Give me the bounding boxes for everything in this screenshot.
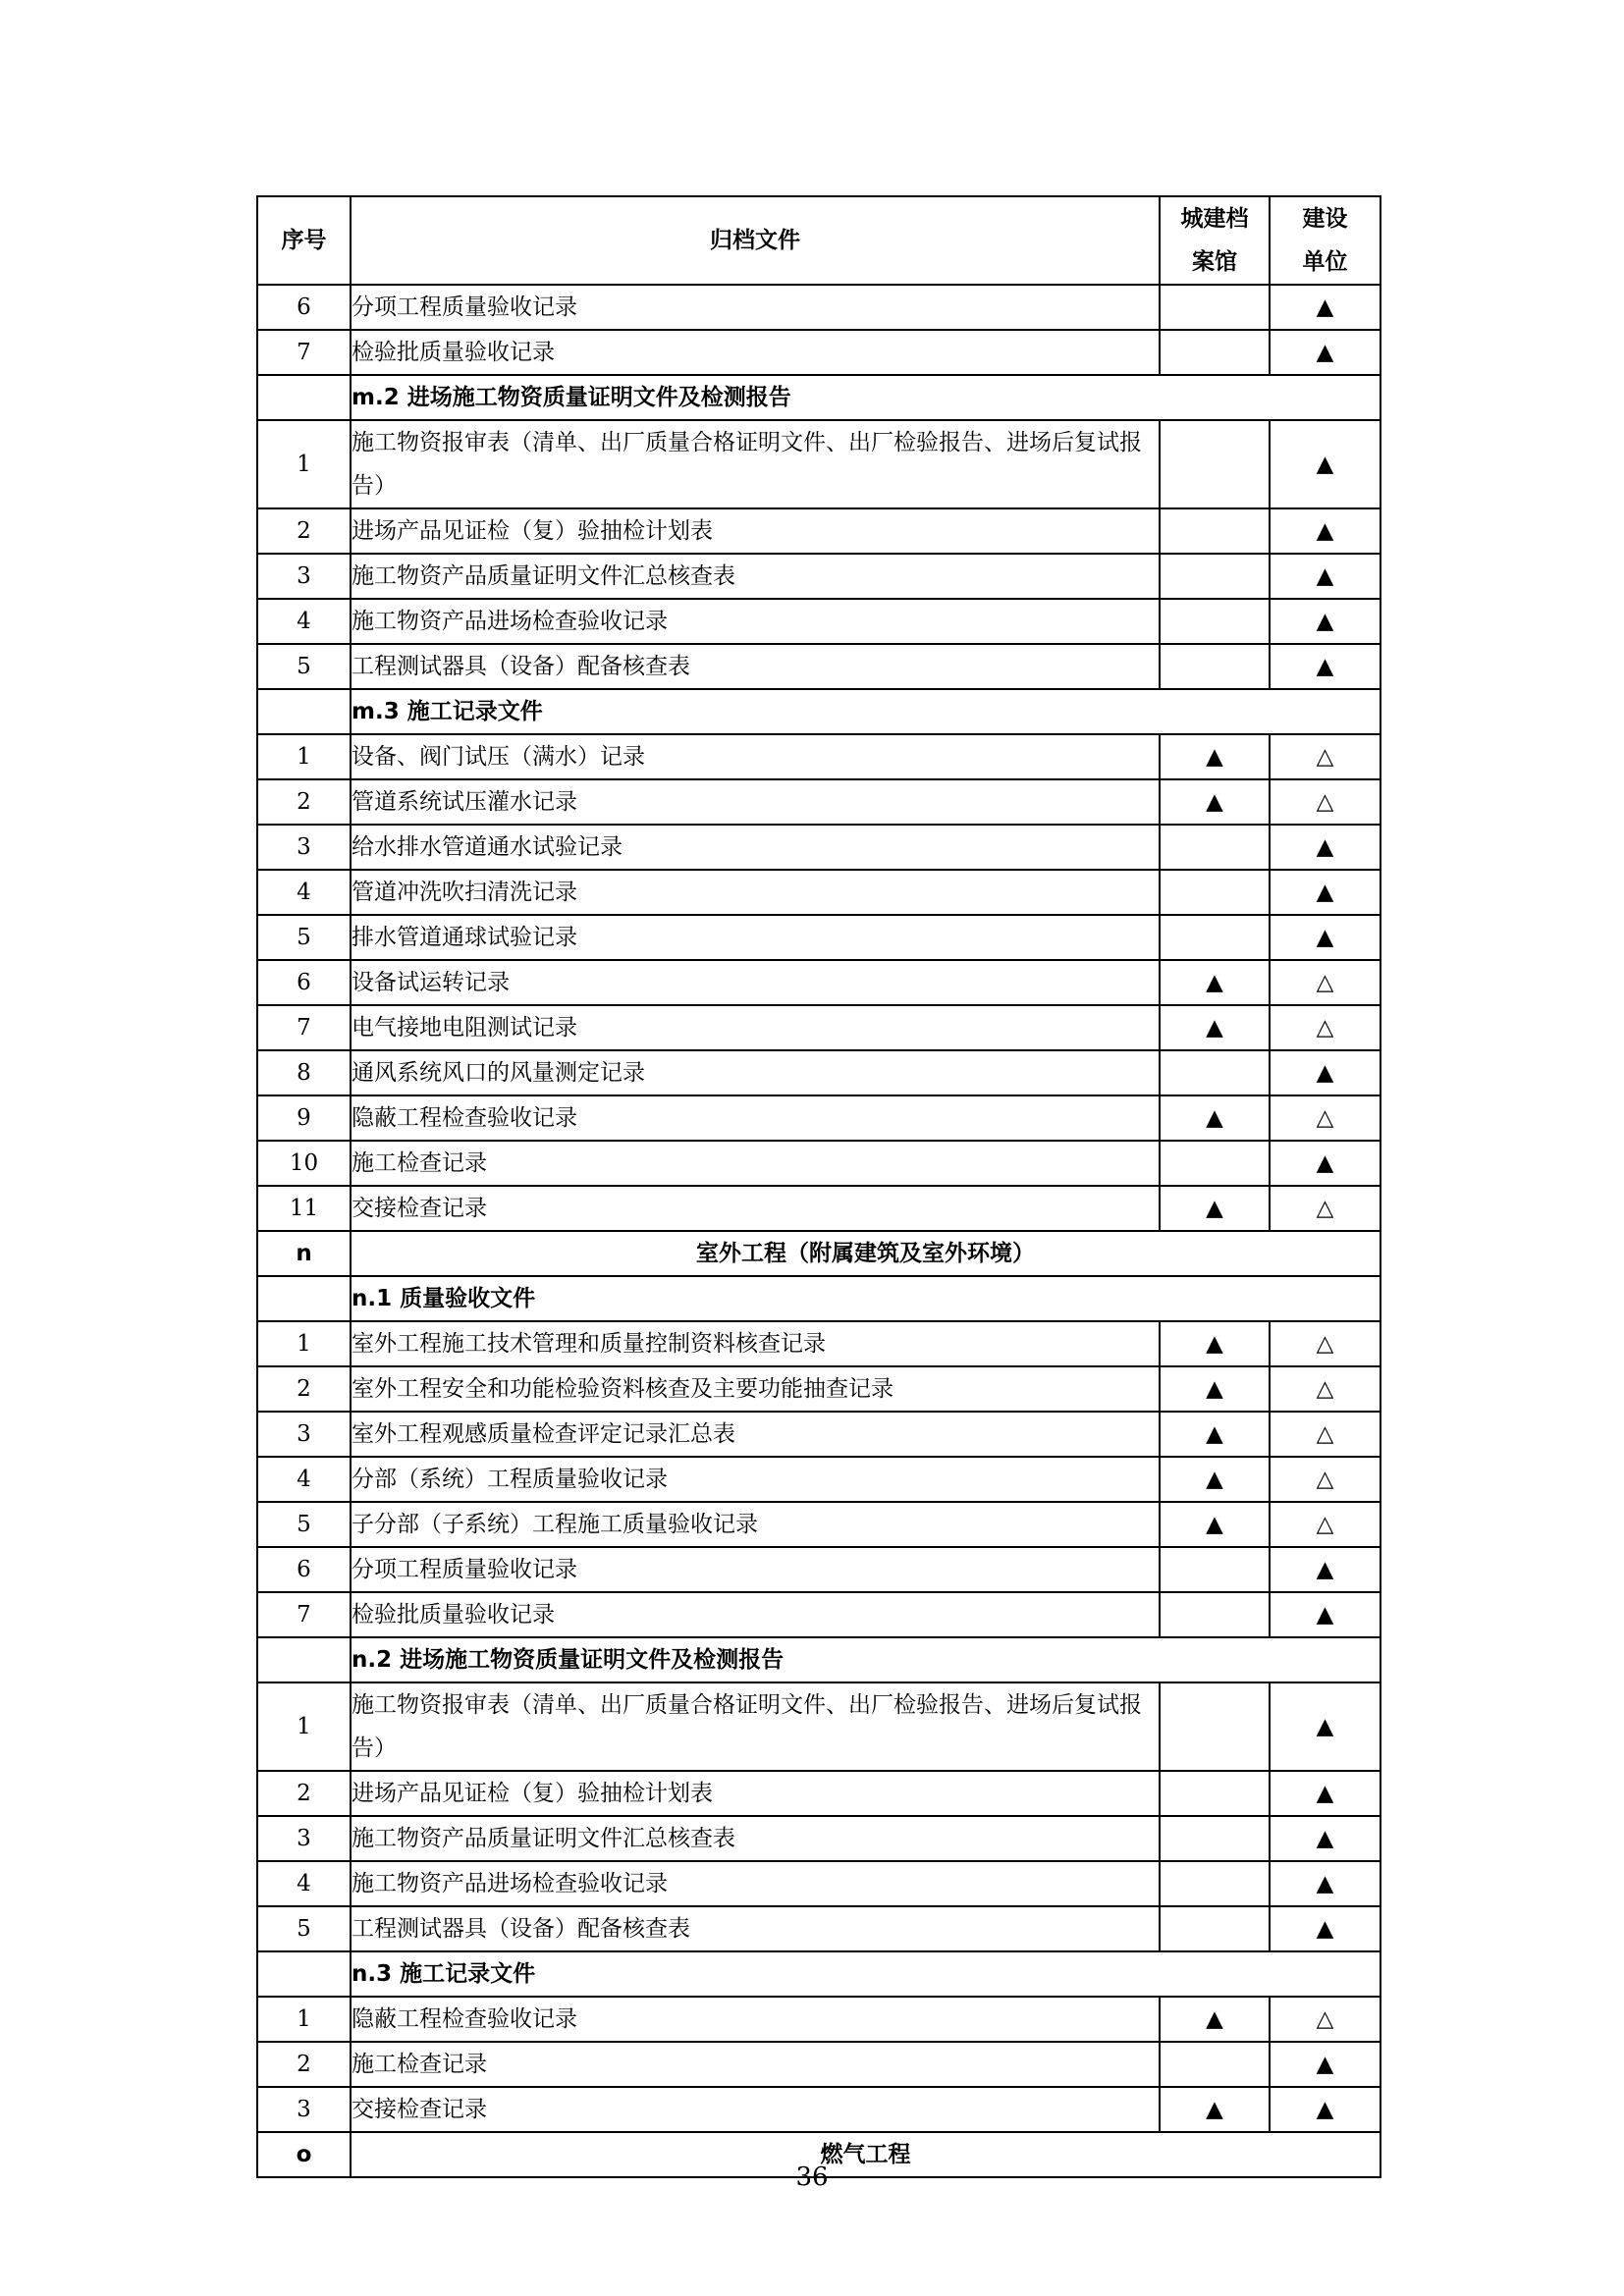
row-file: 施工检查记录 bbox=[351, 2042, 1160, 2087]
table-row bbox=[257, 825, 1380, 870]
subsection-title: m.2 进场施工物资质量证明文件及检测报告 bbox=[351, 375, 1380, 420]
table-row bbox=[257, 2042, 1380, 2087]
table-row bbox=[257, 330, 1380, 375]
row-file: 施工物资报审表（清单、出厂质量合格证明文件、出厂检验报告、进场后复试报告） bbox=[351, 420, 1160, 508]
row-archive-mark bbox=[1160, 1592, 1270, 1637]
row-seq: 2 bbox=[257, 508, 351, 554]
row-unit-mark: △ bbox=[1270, 1005, 1380, 1050]
row-unit-mark: △ bbox=[1270, 1997, 1380, 2042]
row-archive-mark: ▲ bbox=[1160, 1366, 1270, 1412]
row-seq bbox=[257, 1637, 351, 1682]
row-file: 工程测试器具（设备）配备核查表 bbox=[351, 644, 1160, 689]
row-file: 给水排水管道通水试验记录 bbox=[351, 825, 1160, 870]
table-row bbox=[257, 779, 1380, 825]
row-unit-mark: ▲ bbox=[1270, 1816, 1380, 1861]
table-row bbox=[257, 285, 1380, 330]
row-file: 子分部（子系统）工程施工质量验收记录 bbox=[351, 1502, 1160, 1547]
table-row bbox=[257, 915, 1380, 960]
table-row bbox=[257, 1637, 1380, 1682]
section-code: o bbox=[257, 2132, 351, 2177]
row-archive-mark bbox=[1160, 825, 1270, 870]
row-file: 分部（系统）工程质量验收记录 bbox=[351, 1457, 1160, 1502]
row-seq: 3 bbox=[257, 2087, 351, 2132]
table-row bbox=[257, 870, 1380, 915]
row-seq: 4 bbox=[257, 1861, 351, 1906]
row-unit-mark: △ bbox=[1270, 1502, 1380, 1547]
header-archive bbox=[1160, 196, 1270, 285]
table-row bbox=[257, 1186, 1380, 1231]
row-file: 工程测试器具（设备）配备核查表 bbox=[351, 1906, 1160, 1951]
row-unit-mark: ▲ bbox=[1270, 330, 1380, 375]
row-seq: 5 bbox=[257, 915, 351, 960]
row-seq: 2 bbox=[257, 2042, 351, 2087]
row-file: 分项工程质量验收记录 bbox=[351, 1547, 1160, 1592]
row-unit-mark: ▲ bbox=[1270, 1592, 1380, 1637]
subsection-title: n.3 施工记录文件 bbox=[351, 1951, 1380, 1997]
table-row bbox=[257, 1412, 1380, 1457]
table-row bbox=[257, 734, 1380, 779]
row-unit-mark: ▲ bbox=[1270, 2087, 1380, 2132]
row-unit-mark: △ bbox=[1270, 734, 1380, 779]
row-archive-mark: ▲ bbox=[1160, 779, 1270, 825]
table-row bbox=[257, 689, 1380, 734]
row-archive-mark: ▲ bbox=[1160, 2087, 1270, 2132]
row-archive-mark bbox=[1160, 1861, 1270, 1906]
row-seq: 3 bbox=[257, 1816, 351, 1861]
row-unit-mark: △ bbox=[1270, 1457, 1380, 1502]
table-row bbox=[257, 1861, 1380, 1906]
row-unit-mark: △ bbox=[1270, 1321, 1380, 1366]
row-seq: 11 bbox=[257, 1186, 351, 1231]
row-archive-mark bbox=[1160, 644, 1270, 689]
row-unit-mark: ▲ bbox=[1270, 1861, 1380, 1906]
header-archive-line1: 城建档 bbox=[1180, 206, 1249, 232]
row-archive-mark: ▲ bbox=[1160, 1005, 1270, 1050]
row-archive-mark: ▲ bbox=[1160, 1457, 1270, 1502]
row-unit-mark: ▲ bbox=[1270, 285, 1380, 330]
row-file: 排水管道通球试验记录 bbox=[351, 915, 1160, 960]
row-seq: 5 bbox=[257, 644, 351, 689]
row-archive-mark bbox=[1160, 554, 1270, 599]
table-row bbox=[257, 1050, 1380, 1095]
row-archive-mark bbox=[1160, 1906, 1270, 1951]
subsection-title: n.1 质量验收文件 bbox=[351, 1276, 1380, 1321]
table-row bbox=[257, 1997, 1380, 2042]
table-row bbox=[257, 1141, 1380, 1186]
table-row bbox=[257, 1276, 1380, 1321]
row-file: 管道系统试压灌水记录 bbox=[351, 779, 1160, 825]
table-row bbox=[257, 1682, 1380, 1771]
row-unit-mark: ▲ bbox=[1270, 1050, 1380, 1095]
table-row bbox=[257, 960, 1380, 1005]
section-title: 室外工程（附属建筑及室外环境） bbox=[351, 1231, 1380, 1276]
row-unit-mark: ▲ bbox=[1270, 2042, 1380, 2087]
row-file: 交接检查记录 bbox=[351, 1186, 1160, 1231]
table-row bbox=[257, 1231, 1380, 1276]
row-archive-mark bbox=[1160, 420, 1270, 508]
table-row bbox=[257, 1547, 1380, 1592]
row-seq: 1 bbox=[257, 1997, 351, 2042]
table-row bbox=[257, 1457, 1380, 1502]
row-seq: 5 bbox=[257, 1906, 351, 1951]
table-row bbox=[257, 644, 1380, 689]
row-file: 分项工程质量验收记录 bbox=[351, 285, 1160, 330]
row-archive-mark bbox=[1160, 1050, 1270, 1095]
row-archive-mark bbox=[1160, 1141, 1270, 1186]
row-unit-mark: ▲ bbox=[1270, 825, 1380, 870]
row-seq: 1 bbox=[257, 1321, 351, 1366]
page-number: 36 bbox=[795, 2163, 829, 2192]
row-file: 施工检查记录 bbox=[351, 1141, 1160, 1186]
row-seq: 3 bbox=[257, 825, 351, 870]
row-file: 设备试运转记录 bbox=[351, 960, 1160, 1005]
row-unit-mark: ▲ bbox=[1270, 554, 1380, 599]
row-archive-mark bbox=[1160, 915, 1270, 960]
row-seq bbox=[257, 375, 351, 420]
row-file: 室外工程施工技术管理和质量控制资料核查记录 bbox=[351, 1321, 1160, 1366]
row-archive-mark: ▲ bbox=[1160, 734, 1270, 779]
row-archive-mark bbox=[1160, 1771, 1270, 1816]
row-file: 进场产品见证检（复）验抽检计划表 bbox=[351, 1771, 1160, 1816]
row-archive-mark bbox=[1160, 285, 1270, 330]
row-archive-mark bbox=[1160, 330, 1270, 375]
table-body bbox=[257, 285, 1380, 2177]
archive-file-table bbox=[256, 195, 1381, 2178]
row-file: 管道冲洗吹扫清洗记录 bbox=[351, 870, 1160, 915]
table-row bbox=[257, 420, 1380, 508]
row-file: 通风系统风口的风量测定记录 bbox=[351, 1050, 1160, 1095]
row-archive-mark bbox=[1160, 1682, 1270, 1771]
row-seq: 4 bbox=[257, 870, 351, 915]
row-file: 施工物资产品进场检查验收记录 bbox=[351, 599, 1160, 644]
header-file: 归档文件 bbox=[351, 196, 1160, 285]
table-row bbox=[257, 1771, 1380, 1816]
table-row bbox=[257, 1366, 1380, 1412]
row-seq bbox=[257, 689, 351, 734]
row-archive-mark bbox=[1160, 599, 1270, 644]
row-unit-mark: ▲ bbox=[1270, 870, 1380, 915]
header-unit-line1: 建设 bbox=[1302, 206, 1348, 232]
row-seq: 4 bbox=[257, 1457, 351, 1502]
row-unit-mark: ▲ bbox=[1270, 1547, 1380, 1592]
row-seq: 6 bbox=[257, 285, 351, 330]
row-seq: 7 bbox=[257, 330, 351, 375]
row-seq: 1 bbox=[257, 420, 351, 508]
table-header-row bbox=[257, 196, 1380, 285]
table-row bbox=[257, 554, 1380, 599]
table-row bbox=[257, 1502, 1380, 1547]
row-seq: 3 bbox=[257, 1412, 351, 1457]
table-row bbox=[257, 1321, 1380, 1366]
row-unit-mark: △ bbox=[1270, 1095, 1380, 1141]
header-seq: 序号 bbox=[257, 196, 351, 285]
section-title: 燃气工程 bbox=[351, 2132, 1380, 2177]
row-file: 施工物资产品进场检查验收记录 bbox=[351, 1861, 1160, 1906]
row-archive-mark: ▲ bbox=[1160, 1502, 1270, 1547]
row-file: 室外工程观感质量检查评定记录汇总表 bbox=[351, 1412, 1160, 1457]
row-seq: 4 bbox=[257, 599, 351, 644]
row-archive-mark: ▲ bbox=[1160, 1997, 1270, 2042]
row-seq: 2 bbox=[257, 1771, 351, 1816]
row-seq: 3 bbox=[257, 554, 351, 599]
row-seq: 1 bbox=[257, 734, 351, 779]
table-row bbox=[257, 599, 1380, 644]
row-file: 施工物资报审表（清单、出厂质量合格证明文件、出厂检验报告、进场后复试报告） bbox=[351, 1682, 1160, 1771]
row-seq: 1 bbox=[257, 1682, 351, 1771]
row-seq: 7 bbox=[257, 1592, 351, 1637]
row-unit-mark: ▲ bbox=[1270, 915, 1380, 960]
row-seq: 2 bbox=[257, 779, 351, 825]
row-unit-mark: ▲ bbox=[1270, 644, 1380, 689]
row-unit-mark: △ bbox=[1270, 779, 1380, 825]
table-row bbox=[257, 1095, 1380, 1141]
table-row bbox=[257, 1906, 1380, 1951]
row-unit-mark: ▲ bbox=[1270, 1682, 1380, 1771]
row-unit-mark: ▲ bbox=[1270, 1141, 1380, 1186]
row-file: 施工物资产品质量证明文件汇总核查表 bbox=[351, 554, 1160, 599]
table-row bbox=[257, 1816, 1380, 1861]
row-seq: 6 bbox=[257, 960, 351, 1005]
table-row bbox=[257, 2087, 1380, 2132]
row-archive-mark: ▲ bbox=[1160, 1095, 1270, 1141]
row-seq: 7 bbox=[257, 1005, 351, 1050]
row-unit-mark: ▲ bbox=[1270, 1771, 1380, 1816]
row-seq: 5 bbox=[257, 1502, 351, 1547]
table-row bbox=[257, 1592, 1380, 1637]
row-archive-mark bbox=[1160, 1816, 1270, 1861]
row-seq: 10 bbox=[257, 1141, 351, 1186]
row-unit-mark: △ bbox=[1270, 960, 1380, 1005]
table-row bbox=[257, 1005, 1380, 1050]
section-code: n bbox=[257, 1231, 351, 1276]
row-archive-mark: ▲ bbox=[1160, 1321, 1270, 1366]
row-unit-mark: ▲ bbox=[1270, 1906, 1380, 1951]
row-file: 检验批质量验收记录 bbox=[351, 1592, 1160, 1637]
row-file: 设备、阀门试压（满水）记录 bbox=[351, 734, 1160, 779]
table-row bbox=[257, 375, 1380, 420]
row-seq: 6 bbox=[257, 1547, 351, 1592]
subsection-title: m.3 施工记录文件 bbox=[351, 689, 1380, 734]
row-seq bbox=[257, 1951, 351, 1997]
row-archive-mark: ▲ bbox=[1160, 1412, 1270, 1457]
row-file: 施工物资产品质量证明文件汇总核查表 bbox=[351, 1816, 1160, 1861]
row-file: 电气接地电阻测试记录 bbox=[351, 1005, 1160, 1050]
row-unit-mark: △ bbox=[1270, 1366, 1380, 1412]
header-unit bbox=[1270, 196, 1380, 285]
row-file: 进场产品见证检（复）验抽检计划表 bbox=[351, 508, 1160, 554]
row-archive-mark bbox=[1160, 870, 1270, 915]
row-seq: 9 bbox=[257, 1095, 351, 1141]
table-row bbox=[257, 1951, 1380, 1997]
row-unit-mark: ▲ bbox=[1270, 599, 1380, 644]
subsection-title: n.2 进场施工物资质量证明文件及检测报告 bbox=[351, 1637, 1380, 1682]
row-archive-mark: ▲ bbox=[1160, 1186, 1270, 1231]
row-archive-mark bbox=[1160, 2042, 1270, 2087]
row-file: 检验批质量验收记录 bbox=[351, 330, 1160, 375]
row-unit-mark: ▲ bbox=[1270, 508, 1380, 554]
row-file: 室外工程安全和功能检验资料核查及主要功能抽查记录 bbox=[351, 1366, 1160, 1412]
header-unit-line2: 单位 bbox=[1302, 249, 1348, 275]
row-file: 隐蔽工程检查验收记录 bbox=[351, 1997, 1160, 2042]
row-archive-mark bbox=[1160, 508, 1270, 554]
row-file: 交接检查记录 bbox=[351, 2087, 1160, 2132]
row-seq bbox=[257, 1276, 351, 1321]
row-unit-mark: △ bbox=[1270, 1186, 1380, 1231]
row-archive-mark: ▲ bbox=[1160, 960, 1270, 1005]
header-archive-line2: 案馆 bbox=[1192, 249, 1237, 275]
row-seq: 2 bbox=[257, 1366, 351, 1412]
row-file: 隐蔽工程检查验收记录 bbox=[351, 1095, 1160, 1141]
row-seq: 8 bbox=[257, 1050, 351, 1095]
row-archive-mark bbox=[1160, 1547, 1270, 1592]
row-unit-mark: △ bbox=[1270, 1412, 1380, 1457]
row-unit-mark: ▲ bbox=[1270, 420, 1380, 508]
table-row bbox=[257, 508, 1380, 554]
